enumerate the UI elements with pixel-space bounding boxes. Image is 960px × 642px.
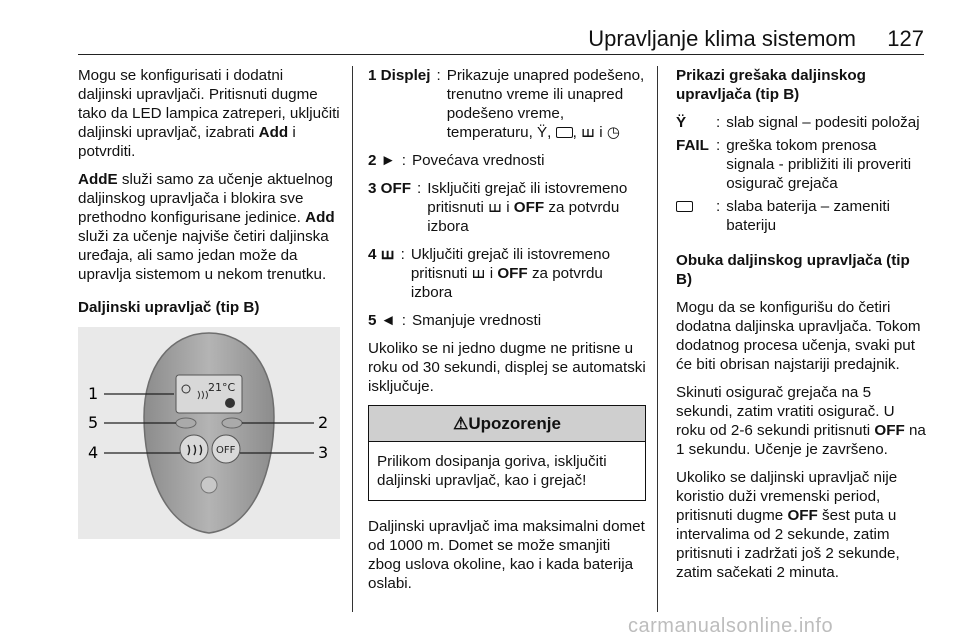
remote-body bbox=[144, 333, 274, 533]
warning-title: ⚠Upozorenje bbox=[369, 406, 645, 442]
paragraph-add: Mogu se konfigurisati i dodatni daljinski upravljači. Pritisnuti dugme tako da LED lampica zatreperi, uključiti daljinski upravljač, izabrati Add i potvrditi. bbox=[78, 67, 340, 160]
callout-4: 4 bbox=[88, 443, 99, 462]
display-temp-text: 21°C bbox=[208, 381, 236, 394]
header-divider bbox=[78, 54, 924, 55]
heater-icon: ꟺ bbox=[380, 246, 395, 263]
remote-control-figure bbox=[78, 327, 340, 539]
button-heater bbox=[180, 435, 208, 463]
clock-icon: ◷ bbox=[606, 124, 621, 141]
error-weak-signal: Ϋ : slab signal – podesiti položaj bbox=[676, 114, 920, 131]
column-divider-1 bbox=[352, 66, 353, 612]
paragraph-fuse: Skinuti osigurač grejača na 5 sekundi, zatim vratiti osigurač. U roku od 2-6 sekundi pritisnuti OFF na 1 sekundu. Učenje je završeno. bbox=[676, 384, 926, 458]
callout-3: 3 bbox=[318, 443, 329, 462]
page-header bbox=[0, 18, 960, 54]
page-title: Upravljanje klima sistemom bbox=[588, 26, 856, 51]
button-led bbox=[201, 477, 217, 493]
error-weak-battery: : slaba baterija – zameniti bateriju bbox=[676, 197, 928, 235]
paragraph-training: Mogu da se konfigurišu do četiri dodatna daljinska upravljača. Tokom dodatnog procesa učenja, svaki put će biti obrisan najstariji predajnik. bbox=[676, 299, 921, 373]
heater-icon: ꟺ bbox=[488, 199, 502, 216]
paragraph-adde: AddE služi samo za učenje aktuelnog daljinskog upravljača i blokira sve prethodno konfigurisane jedinice. Add služi za učenje najviše četiri daljinska uređaja, ali samo jedan može da upravlja sistemom u nekom trenutku. bbox=[78, 171, 335, 283]
paragraph-range: Daljinski upravljač ima maksimalni domet od 1000 m. Domet se može smanjiti zbog uslova okoline, kao i kada baterija oslabi. bbox=[368, 518, 645, 592]
section-heading-training: Obuka daljinskog upravljača (tip B) bbox=[676, 252, 910, 288]
watermark: carmanualsonline.info bbox=[628, 615, 834, 637]
callout-2: 2 bbox=[318, 413, 329, 432]
heater-icon: ꟺ bbox=[581, 124, 595, 141]
paragraph-display-timeout: Ukoliko se ni jedno dugme ne pritisne u roku od 30 sekundi, displej se automatski isključuje. bbox=[368, 340, 646, 395]
column-1 bbox=[78, 66, 340, 539]
heater-icon: ꟺ bbox=[471, 265, 486, 282]
warning-body: Prilikom dosipanja goriva, isključiti daljinski upravljač, kao i grejač! bbox=[377, 453, 607, 489]
column-3 bbox=[676, 66, 928, 591]
section-heading-remote: Daljinski upravljač (tip B) bbox=[78, 299, 260, 316]
warning-box bbox=[368, 405, 646, 501]
off-button-label: OFF bbox=[216, 445, 236, 456]
battery-icon bbox=[676, 201, 693, 212]
paragraph-long-unused: Ukoliko se daljinski upravljač nije koristio duži vremenski period, pritisnuti dugme OFF šest puta u intervalima od 2 sekunde, zatim pritisnuti i zadržati još 2 sekunde, zatim sačekati 2 minuta. bbox=[676, 469, 900, 581]
display-icon-2 bbox=[225, 398, 235, 408]
button-left bbox=[176, 418, 196, 428]
column-2 bbox=[368, 66, 646, 602]
warning-icon: ⚠ bbox=[453, 414, 469, 433]
definition-decrease: 5 ◄ : Smanjuje vrednosti bbox=[368, 312, 542, 329]
error-fail: FAIL : greška tokom prenosa signala - približiti ili proveriti osigurač grejača bbox=[676, 137, 912, 192]
definition-display: 1 Displej : Prikazuje unapred podešeno, trenutno vreme ili unapred podešeno vreme, temperaturu, Ϋ, , ꟺ i ◷ bbox=[368, 67, 645, 141]
section-heading-errors: Prikazi grešaka daljinskog upravljača (tip B) bbox=[676, 67, 866, 103]
battery-icon bbox=[556, 127, 573, 138]
antenna-icon: Ϋ bbox=[676, 114, 687, 131]
definition-increase: 2 ► : Povećava vrednosti bbox=[368, 152, 545, 169]
page-number: 127 bbox=[887, 26, 924, 51]
callout-5: 5 bbox=[88, 413, 99, 432]
column-divider-2 bbox=[657, 66, 658, 612]
button-right bbox=[222, 418, 242, 428]
callout-1: 1 bbox=[88, 384, 99, 403]
definition-term: 1 Displej bbox=[368, 67, 431, 84]
definition-heater: 4 ꟺ : Uključiti grejač ili istovremeno pritisnuti ꟺ i OFF za potvrdu izbora bbox=[368, 246, 611, 301]
definition-off: 3 OFF : Isključiti grejač ili istovremeno pritisnuti ꟺ i OFF za potvrdu izbora bbox=[368, 180, 628, 235]
antenna-icon: Ϋ bbox=[537, 124, 548, 141]
remote-control-illustration bbox=[78, 327, 340, 539]
